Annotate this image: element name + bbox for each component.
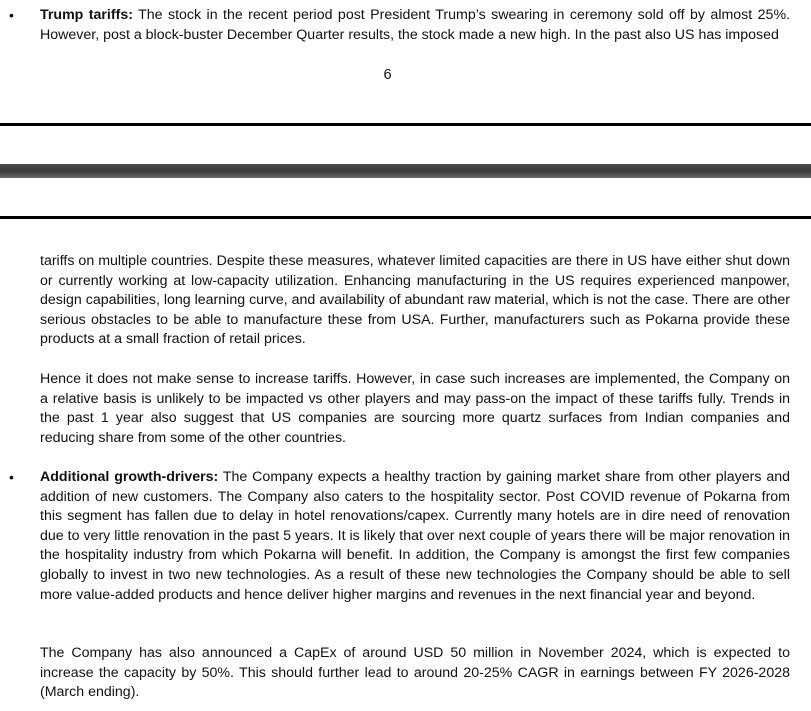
capex-paragraph: The Company has also announced a CapEx of around USD 50 million in November 2024, which is expected to increase the capacity by 50%. This should further lead to around 20-25% CAGR in earnings between FY 2026-2028 (March ending). bbox=[40, 645, 790, 701]
page-top-rule bbox=[0, 216, 811, 219]
bullet-marker-growth-drivers: • bbox=[9, 469, 14, 485]
growth-drivers-text: The Company expects a healthy traction by gaining market share from other players and addition of new customers. The Company also caters to the hospitality sector. Post COVID revenue of Pokarna from this segment has fallen due to delay in hotel renovations/capex. Currently many hotels are in dire need of renovation due to very little renovation in the past 5 years. It is likely that over next couple of years there will be major renovation in the hospitality industry from which Pokarna will benefit. In addition, the Company is amongst the first few companies globally to invest in two new technologies. As a result of these new technologies the Company should be able to sell more value-added products and hence deliver higher margins and revenues in the next financial year and beyond. bbox=[40, 469, 790, 603]
page-number: 6 bbox=[383, 67, 392, 83]
page-gap-separator bbox=[0, 164, 811, 178]
trump-tariffs-bullet bbox=[40, 6, 790, 45]
page-bottom-rule bbox=[0, 123, 811, 126]
growth-drivers-bullet bbox=[40, 468, 790, 605]
tariffs-continuation-paragraph: tariffs on multiple countries. Despite these measures, whatever limited capacities are there in US have either shut down or currently working at low-capacity utilization. Enhancing manufacturing in the US requires experienced manpower, design capabilities, long learning curve, and availability of abundant raw material, which is not the case. There are other serious obstacles to be able to manufacture these from USA. Further, manufacturers such as Pokarna provide these products at a small fraction of retail prices. bbox=[40, 253, 790, 348]
growth-drivers-heading: Additional growth-drivers: bbox=[40, 469, 219, 485]
tariff-impact-paragraph: Hence it does not make sense to increase tariffs. However, in case such increases are implemented, the Company on a relative basis is unlikely to be impacted vs other players and may pass-on the impact of these tariffs fully. Trends in the past 1 year also suggest that US companies are sourcing more quartz surfaces from Indian companies and reducing share from some of the other countries. bbox=[40, 371, 790, 446]
trump-tariffs-text: The stock in the recent period post President Trump’s swearing in ceremony sold off by almost 25%. However, post a block-buster December Quarter results, the stock made a new high. In the past also US has imposed bbox=[40, 7, 790, 43]
trump-tariffs-heading: Trump tariffs: bbox=[40, 7, 133, 23]
bullet-marker-trump-tariffs: • bbox=[9, 7, 14, 23]
